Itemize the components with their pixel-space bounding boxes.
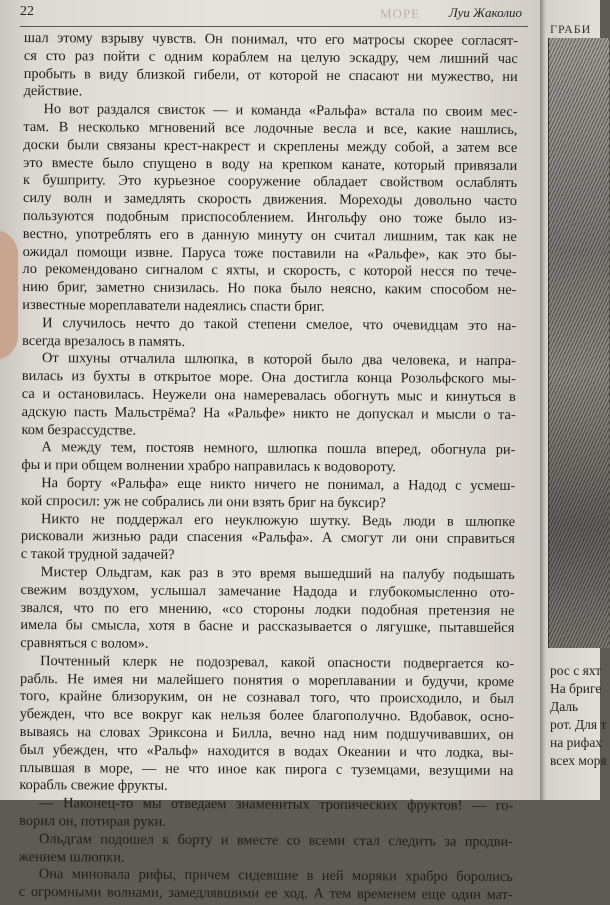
text-line: плывшая в море, — не что иное как пирога с туземцами, везущими на — [19, 759, 514, 779]
text-line: Почтенный клерк не подозревал, какой опасности подвергается ко- — [40, 653, 515, 672]
right-text-line: на рифах — [550, 735, 603, 750]
text-line: доски были связаны крест-накрест и скреплены между собой, а затем все — [23, 136, 518, 156]
text-line: Никто не поддержал его неуклюжую шутку. Ведь люди в шлюпке — [40, 510, 516, 530]
text-line: был убежден, что «Ральф» находится в водах Океании и что лодка, вы- — [19, 741, 514, 761]
engraving-illustration — [548, 38, 609, 648]
text-line: Она миновала рифы, причем сидевшие в ней моряки храбро боролись — [38, 866, 513, 886]
text-line: А между тем, постояв немного, шлюпка пошла вперед, обогнула ри- — [41, 439, 516, 459]
text-line: вилась из бухты в открытое море. Она достигла конца Розольфского мы- — [21, 368, 516, 388]
text-line: убежден, что все вокруг как нельзя более благополучно. Вдобавок, осно- — [19, 706, 514, 726]
text-line: фы и при общем волнении храбро направилась к водовороту. — [21, 457, 396, 476]
text-line: И случилось нечто до такой степени смелое, что очевидцам это на- — [42, 314, 517, 334]
text-line: корабль свежие фрукты. — [19, 777, 168, 795]
text-line: там. В несколько мгновений все лодочные весла и все, какие нашлись, — [23, 118, 518, 139]
text-line: свежим воздухом, услышал замечание Надода и глубокомысленно ото- — [20, 581, 515, 601]
right-text-line: рос с яхт — [550, 663, 602, 678]
text-line: вестно, употреблять его в данную минуту он считал лишним, так как не — [22, 225, 517, 245]
text-line: того, крайне близоруким, он не сознавал того, что происходило, и был — [19, 688, 514, 708]
text-line: вываясь на словах Эриксона и Билла, вечно над ним подшучивавших, он — [19, 724, 514, 744]
right-text-line: На бриге — [550, 681, 602, 696]
page-number: 22 — [20, 4, 34, 19]
text-line: нию бриг, заметно снизилась. Но пока было неясно, каким способом не- — [22, 279, 517, 299]
text-line: рабль. Не имея ни малейшего понятия о мореплавании и будучи, кроме — [19, 670, 515, 690]
show-through-word: МОРЕ — [380, 6, 421, 21]
text-line: Мистер Ольдгам, как раз в это время вышедший на палубу подышать — [40, 564, 515, 583]
finger-shadow — [0, 230, 18, 360]
text-line: жением шлюпки. — [18, 848, 125, 866]
text-line: Но вот раздался свисток — и команда «Ральфа» встала по своим мес- — [43, 101, 518, 121]
text-line: адскую пасть Мальстрёма? На «Ральфе» никто не допускал и мысли о та- — [21, 403, 516, 423]
right-text-line: рот. Для т — [550, 717, 607, 732]
text-line: к бушприту. Это курьезное сооружение обладает свойством ослаблять — [23, 172, 518, 192]
right-page — [540, 0, 607, 800]
text-line: От шхуны отчалила шлюпка, в которой было два человека, и напра- — [41, 350, 517, 370]
text-line: ком безрассудстве. — [21, 421, 137, 439]
text-line: — Наконец-то мы отведаем знаменитых тропических фруктов! — го- — [39, 795, 514, 815]
text-line: сравняться с волом». — [20, 635, 149, 652]
right-text-line: Даль — [550, 699, 579, 714]
text-line: кой спросил: уж не собрались ли они взять бриг на буксир? — [21, 492, 386, 511]
text-line: с такой трудной задачей? — [20, 546, 175, 564]
body-text — [19, 30, 518, 905]
text-line: ворил он, потирая руки. — [19, 813, 166, 830]
right-page-text — [550, 662, 610, 770]
text-line: Ольдгам подошел к борту и вместе со всеми стал следить за продви- — [39, 830, 514, 850]
right-page-header: ГРАБИ — [550, 22, 592, 36]
text-line: пробыть в виду близкой гибели, от которой не спасают ни мужество, ни — [23, 65, 518, 85]
text-line: ло рекомендовано сигналом с яхты, и скорость, с которой несся по тече- — [22, 261, 517, 281]
text-line: ся сто раз пойти с одним кораблем на целую эскадру, чем лишний час — [23, 47, 518, 67]
text-line: известные мореплаватели надеялись спасти бриг. — [22, 296, 325, 315]
text-line: это вместе было спущено в воду на крепком канате, который привязали — [23, 154, 518, 174]
text-line: пользуются подобным приспособлением. Ингольфу оно тоже было из- — [22, 207, 517, 227]
text-line: с огромными волнами, замедлявшими ее ход. А тем временем еще один мат- — [18, 884, 513, 904]
text-line: ожидал помощи извне. Паруса тоже поставили на «Ральфе», как это бы- — [22, 243, 517, 263]
text-line: силу волн и замедлять скорость движения. Мореходы довольно часто — [22, 190, 518, 210]
text-line: действие. — [23, 83, 83, 100]
right-text-line: всех моря — [550, 753, 607, 768]
text-line: са и остановилась. Неужели она намеревалась обогнуть мыс и кинуться в — [21, 385, 516, 405]
text-line: имела бы смысла, хотя в басне и рассказывается о лягушке, пытавшейся — [20, 617, 515, 637]
text-line: шал этому взрыву чувств. Он понимал, что его матросы скорее согласят- — [23, 30, 518, 50]
text-line: звался, что по его мнению, «со стороны лодки подобная претензия не — [20, 599, 515, 619]
text-line: рисковали жизнью ради спасения «Ральфа». А смогут ли они справиться — [20, 528, 515, 548]
text-line: На борту «Ральфа» еще никто ничего не понимал, а Надод с усмеш- — [41, 475, 516, 494]
page-header — [20, 2, 528, 27]
text-line: всегда врезалось в память. — [22, 332, 185, 350]
running-head: Луи Жаколио — [448, 5, 522, 20]
